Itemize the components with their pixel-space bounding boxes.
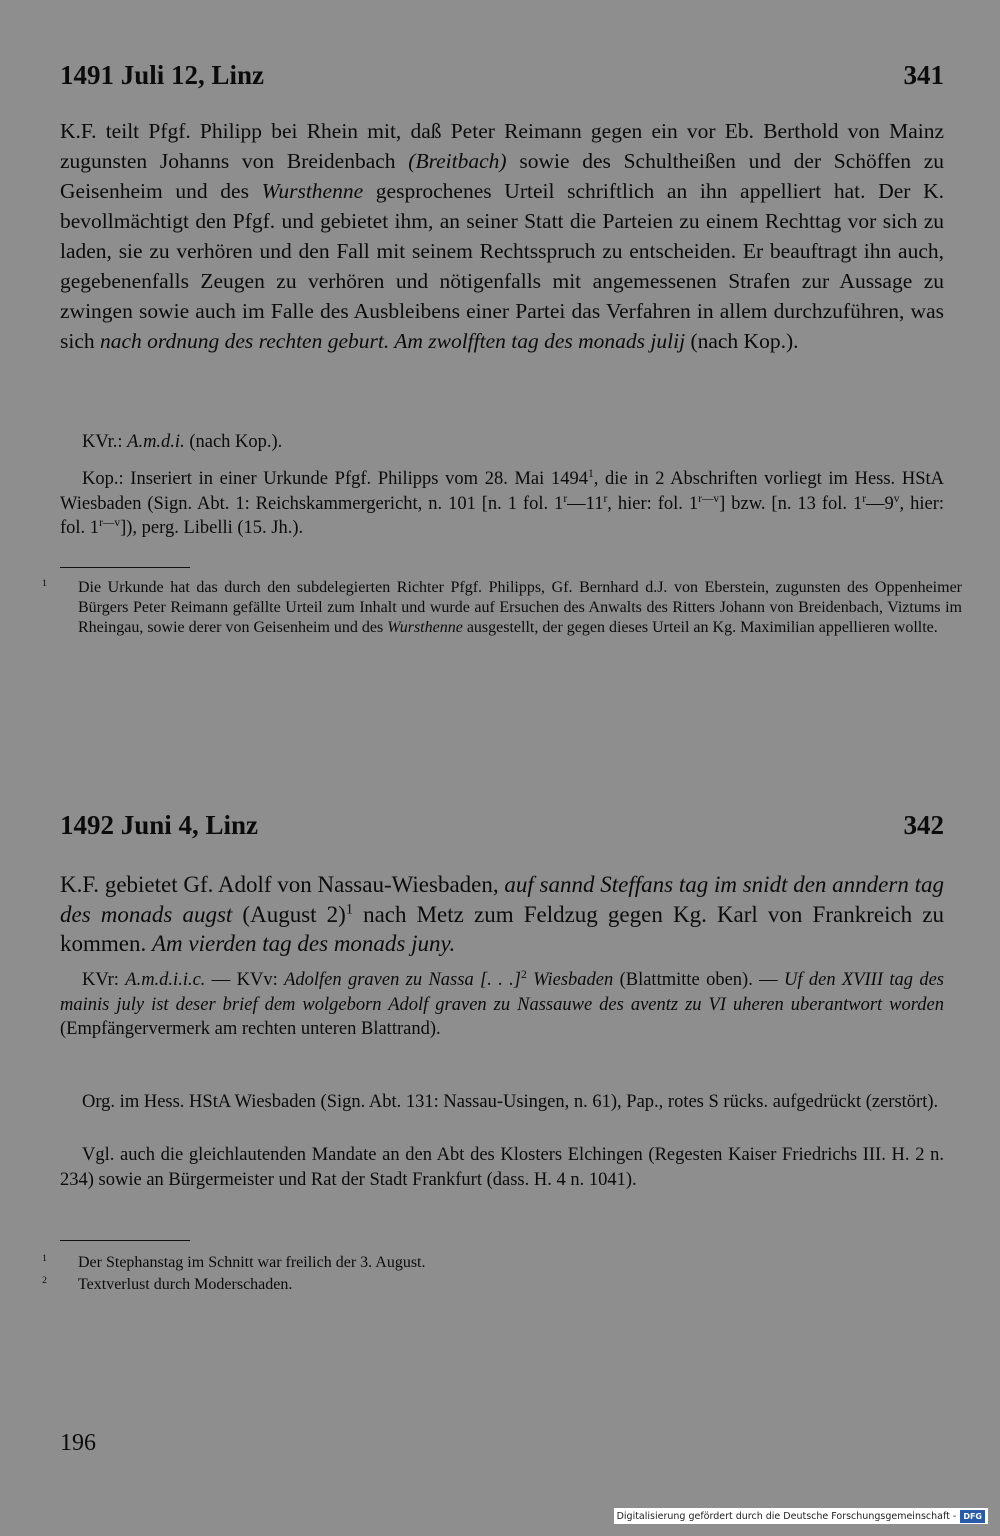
footnote-marker: r xyxy=(862,492,867,505)
text-segment: , hier: fol. 1 xyxy=(607,493,699,514)
footnote-marker: v xyxy=(893,492,900,505)
footnote-marker: 1 xyxy=(587,467,594,480)
text-segment: — KVv: xyxy=(205,970,285,990)
italic-text-segment: Am vierden tag des monads juny. xyxy=(152,931,456,956)
italic-text-segment: A.m.d.i. xyxy=(127,432,185,452)
footnote-marker: 1 xyxy=(345,900,353,917)
regest-341-number: 341 xyxy=(903,60,944,90)
text-segment: nach Metz zum Feldzug gegen Kg. Karl von Frankreich zu kommen. xyxy=(60,901,944,956)
text-segment: Org. im Hess. HStA Wiesbaden (Sign. Abt. 131: Nassau-Usingen, n. 61), Pap., rotes S rücks. aufgedrückt (zerstört). xyxy=(82,1092,939,1112)
regest-341-footnote-1: $^1$ Die Urkunde hat das durch den subdelegierten Richter Pfgf. Philipps, Gf. Bernhard d.J. von Eberstein, zugunsten des Oppenheimer Bürgers Peter Reimann gefällte Urteil zum Inhalt und wurde auf Ersuchen des Anwalts des Ritters Johann von Breidenbach, Viztums im Rheingau, sowie derer von Geisenheim und des Wursthenne ausgestellt, der gegen dieses Urteil an Kg. Maximilian appellieren wollte. xyxy=(42,577,962,636)
regest-342-footnote-1: $^1$ Der Stephanstag im Schnitt war freilich der 3. August. xyxy=(42,1252,426,1271)
regest-342-original-note xyxy=(60,1090,944,1115)
regest-342-heading xyxy=(60,808,944,848)
text-segment: sowie des Schultheißen und der Schöffen zu Geisenheim und des xyxy=(60,149,944,203)
italic-text-segment: A.m.d.i.i.c. xyxy=(125,970,206,990)
text-segment: Die Urkunde hat das durch den subdelegierten Richter Pfgf. Philipps, Gf. Bernhard d.J. von Eberstein, zugunsten des Oppenheimer Bürgers Peter Reimann gefällte Urteil zum Inhalt und wurde auf Ersuchen des Anwalts des Ritters Johann von Breidenbach, Viztums im Rheingau, sowie derer von Geisenheim und des xyxy=(78,579,962,636)
digitization-credit-text: Digitalisierung gefördert durch die Deutsche Forschungsgemeinschaft - xyxy=(616,1510,957,1522)
page-number: 196 xyxy=(60,1430,96,1456)
italic-text-segment: Wiesbaden xyxy=(526,970,614,990)
digitization-credit xyxy=(614,1508,988,1524)
text-segment: Vgl. auch die gleichlautenden Mandate an den Abt des Klosters Elchingen (Regesten Kaiser Friedrichs III. H. 2 n. 234) sowie an Bürgermeister und Rat der Stadt Frankfurt (dass. H. 4 n. 1041). xyxy=(60,1145,944,1190)
italic-text-segment: auf sannd Steffans tag im snidt den anndern tag des monads augst xyxy=(60,872,944,927)
regest-342-date-place: 1492 Juni 4, Linz xyxy=(60,810,259,840)
regest-341-date-place: 1491 Juli 12, Linz xyxy=(60,60,265,90)
regest-342-number: 342 xyxy=(903,810,944,840)
footnote-marker: r—v xyxy=(698,492,720,505)
dfg-logo-icon: DFG xyxy=(960,1510,985,1523)
text-segment: , die in 2 Abschriften vorliegt im Hess. HStA Wiesbaden (Sign. Abt. 1: Reichskammergericht, n. 101 [n. 1 fol. 1 xyxy=(60,469,944,514)
text-segment: K.F. gebietet Gf. Adolf von Nassau-Wiesbaden, xyxy=(60,872,505,897)
regest-342-body xyxy=(60,870,944,959)
footnote-marker: r—v xyxy=(99,516,121,529)
text-segment: (August 2) xyxy=(232,901,346,927)
italic-text-segment: Wursthenne xyxy=(387,619,463,636)
regest-341-body xyxy=(60,116,944,356)
text-segment: K.F. teilt Pfgf. Philipp bei Rhein mit, daß Peter Reimann gegen ein vor Eb. Berthold von Mainz zugunsten Johanns von Breidenbach xyxy=(60,119,944,173)
text-segment: Textverlust durch Moderschaden. xyxy=(78,1276,293,1293)
text-segment: Kop.: Inseriert in einer Urkunde Pfgf. Philipps vom 28. Mai 1494 xyxy=(82,469,588,489)
footnote-marker: r xyxy=(603,492,608,505)
footnote-rule-341 xyxy=(60,567,190,568)
text-segment: KVr.: xyxy=(82,432,128,452)
italic-text-segment: Uf den XVIII tag des mainis july ist deser brief dem wolgeborn Adolf graven zu Nassauwe des aventz zu VI uheren uberantwort worden xyxy=(60,970,944,1015)
text-segment: (nach Kop.). xyxy=(184,432,283,452)
regest-341-heading xyxy=(60,58,944,98)
footnote-marker: 2 xyxy=(521,968,527,981)
text-segment: (nach Kop.). xyxy=(685,329,799,353)
italic-text-segment: (Breitbach) xyxy=(408,149,507,173)
text-segment: —11 xyxy=(567,493,604,514)
text-segment: (Blattmitte oben). — xyxy=(613,970,785,990)
footnote-rule-342 xyxy=(60,1240,190,1241)
italic-text-segment: Wursthenne xyxy=(261,179,364,203)
italic-text-segment: Adolfen graven zu Nassa [. . .] xyxy=(284,970,521,990)
regest-342-comparison-note xyxy=(60,1143,944,1192)
text-segment: (Empfängervermerk am rechten unteren Blattrand). xyxy=(60,1019,441,1039)
footnote-marker: r xyxy=(563,492,568,505)
text-segment: ] bzw. [n. 13 fol. 1 xyxy=(719,493,863,514)
italic-text-segment: nach ordnung des rechten geburt. Am zwolfften tag des monads julij xyxy=(100,329,686,353)
text-segment: gesprochenes Urteil schriftlich an ihn appelliert hat. Der K. bevollmächtigt den Pfgf. und gebietet ihm, an seiner Statt die Parteien zu einem Rechttag vor sich zu laden, sie zu verhören und den Fall mit seinem Rechtsspruch zu entscheiden. Er beauftragt ihn auch, gegebenenfalls Zeugen zu verhören und nötigenfalls mit angemessenen Strafen zur Aussage zu zwingen sowie auch im Falle des Ausbleibens einer Partei das Verfahren in allem durchzuführen, was sich xyxy=(60,179,944,353)
regest-342-footnote-2: $^2$ Textverlust durch Moderschaden. xyxy=(42,1274,293,1293)
regest-342-kv xyxy=(60,968,944,1042)
regest-341-copy-note xyxy=(60,467,944,541)
text-segment: ausgestellt, der gegen dieses Urteil an Kg. Maximilian appellieren wollte. xyxy=(462,619,938,636)
text-segment: —9 xyxy=(866,493,894,514)
text-segment: Der Stephanstag im Schnitt war freilich der 3. August. xyxy=(78,1254,426,1271)
text-segment: , hier: fol. 1 xyxy=(60,493,945,538)
text-segment: ]), perg. Libelli (15. Jh.). xyxy=(120,518,304,538)
regest-341-kv xyxy=(60,430,944,455)
text-segment: KVr: xyxy=(82,970,126,990)
